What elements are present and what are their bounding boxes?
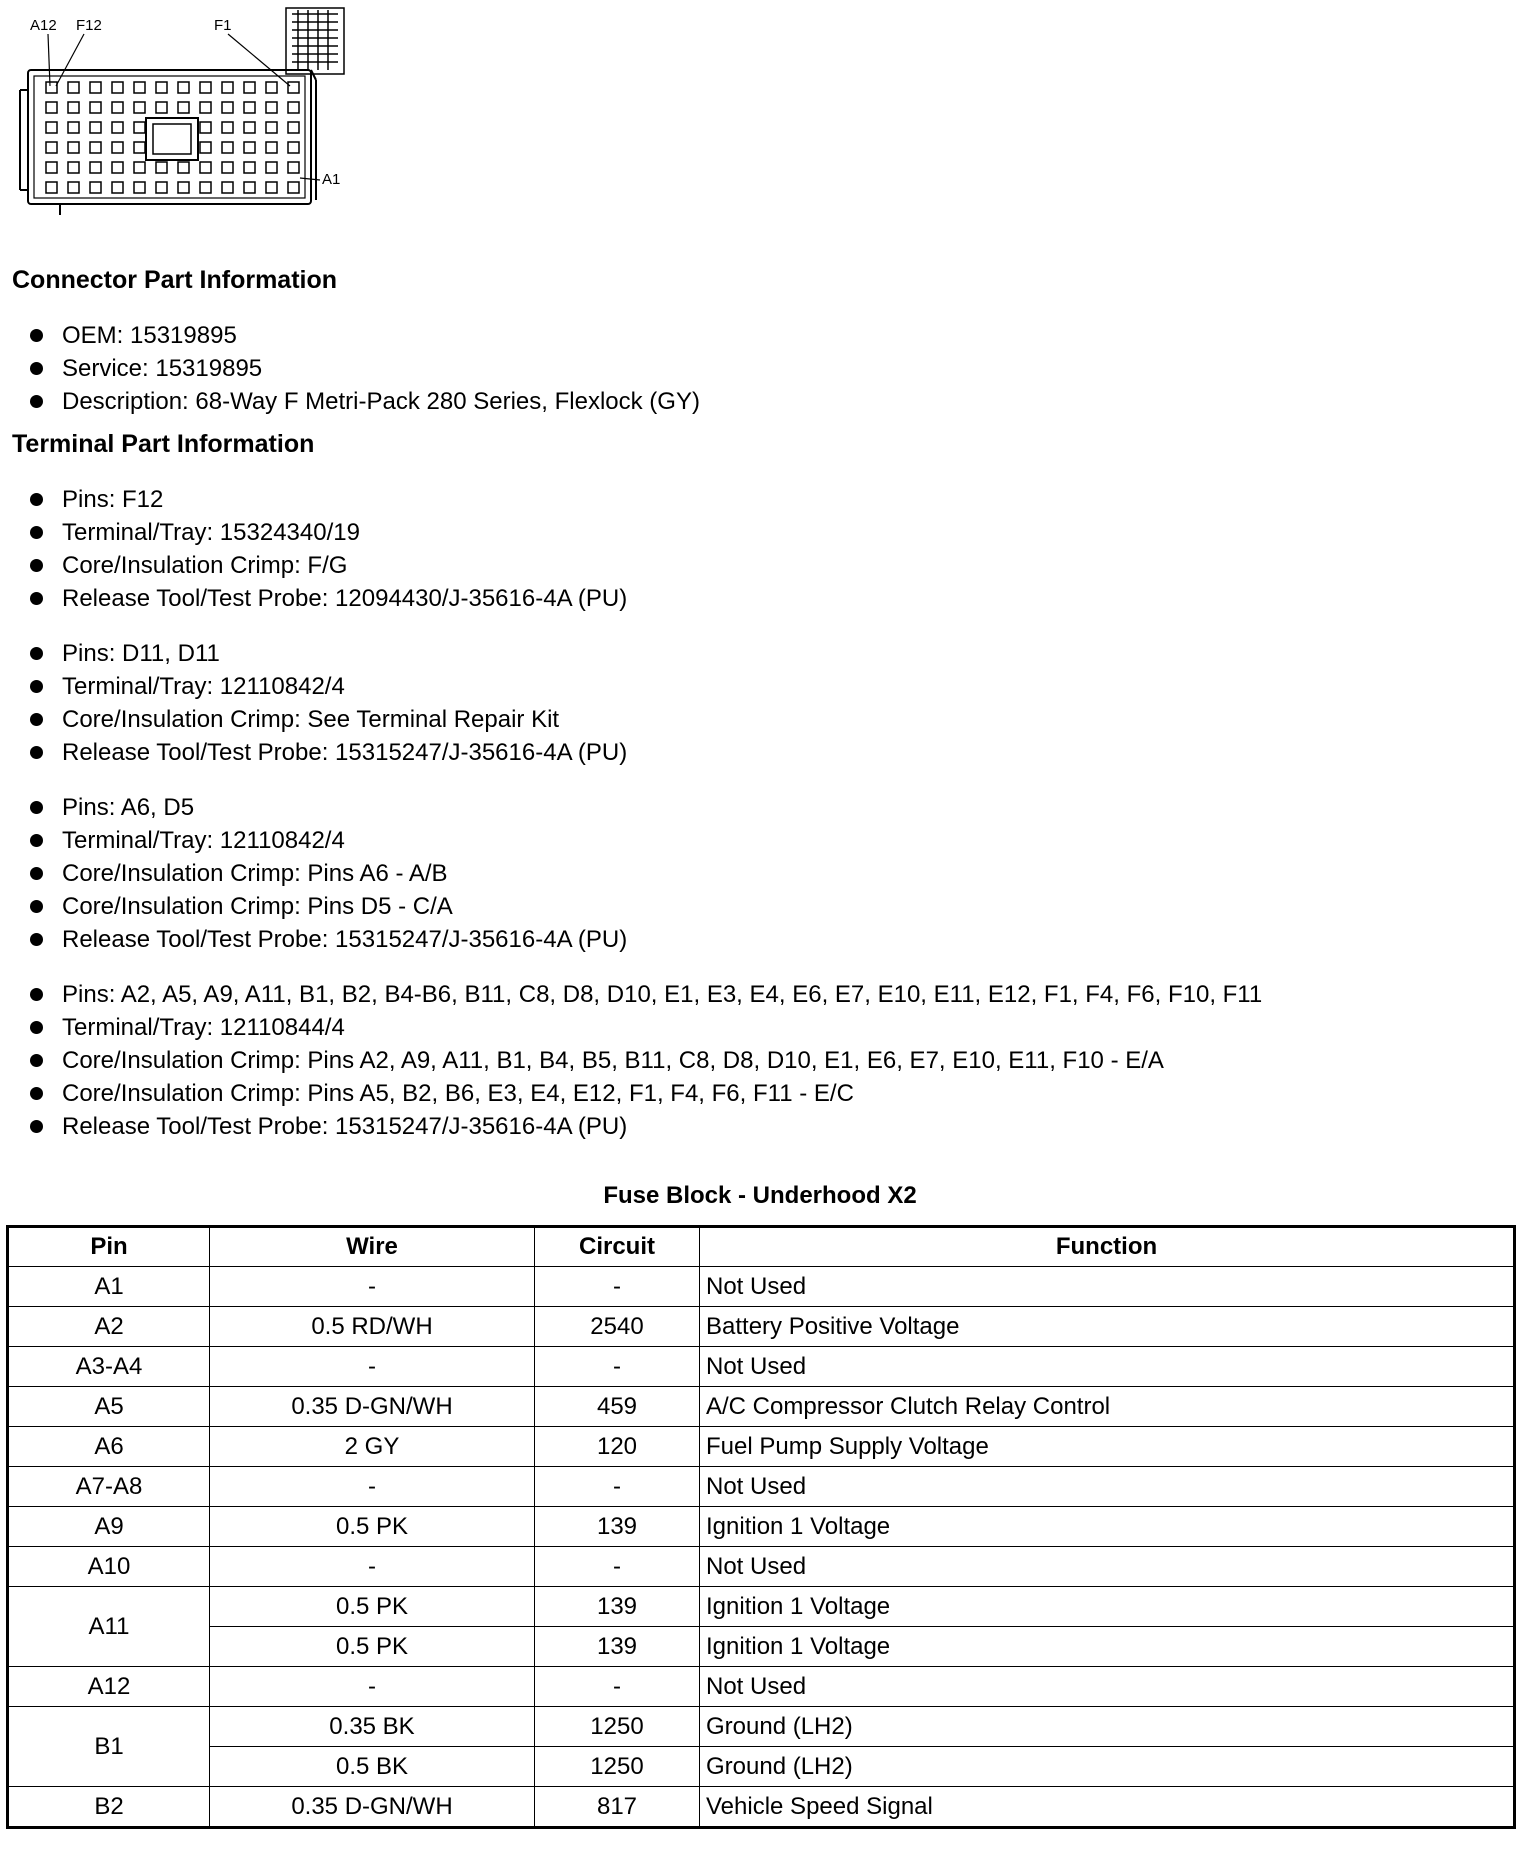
terminal-cavity bbox=[288, 102, 299, 113]
terminal-cavity bbox=[46, 102, 57, 113]
cell-function: Fuel Pump Supply Voltage bbox=[700, 1427, 1515, 1467]
terminal-cavity bbox=[156, 182, 167, 193]
list-item: Terminal/Tray: 15324340/19 bbox=[28, 516, 627, 549]
table-row bbox=[8, 1427, 1515, 1467]
table-row bbox=[8, 1507, 1515, 1547]
cell-function: A/C Compressor Clutch Relay Control bbox=[700, 1387, 1515, 1427]
list-item: Release Tool/Test Probe: 12094430/J-35616-4A (PU) bbox=[28, 582, 627, 615]
terminal-cavity bbox=[178, 162, 189, 173]
cell-circuit: 139 bbox=[535, 1587, 700, 1627]
cell-wire: 0.5 PK bbox=[210, 1587, 535, 1627]
table-row bbox=[8, 1587, 1515, 1627]
terminal-cavity bbox=[288, 142, 299, 153]
pin-table bbox=[6, 1225, 1516, 1829]
cell-wire: 2 GY bbox=[210, 1427, 535, 1467]
terminal-cavity bbox=[288, 82, 299, 93]
list-item: Core/Insulation Crimp: Pins D5 - C/A bbox=[28, 890, 627, 923]
terminal-cavity bbox=[134, 82, 145, 93]
terminal-cavity bbox=[46, 82, 57, 93]
cell-function: Battery Positive Voltage bbox=[700, 1307, 1515, 1347]
label-f1: F1 bbox=[214, 17, 232, 34]
terminal-cavity bbox=[112, 142, 123, 153]
terminal-cavity bbox=[156, 102, 167, 113]
terminal-cavity bbox=[90, 102, 101, 113]
terminal-cavity bbox=[200, 102, 211, 113]
cell-function: Ground (LH2) bbox=[700, 1707, 1515, 1747]
terminal-group-1 bbox=[28, 483, 627, 615]
list-item: Core/Insulation Crimp: Pins A2, A9, A11, B1, B4, B5, B11, C8, D8, D10, E1, E6, E7, E10, E11, F10 - E/A bbox=[28, 1044, 1262, 1077]
terminal-cavity bbox=[134, 182, 145, 193]
cavity-grid bbox=[46, 82, 299, 193]
terminal-cavity bbox=[134, 102, 145, 113]
cell-pin: A7-A8 bbox=[8, 1467, 210, 1507]
terminal-cavity bbox=[200, 182, 211, 193]
terminal-cavity bbox=[178, 102, 189, 113]
table-row bbox=[8, 1627, 1515, 1667]
cell-pin: B2 bbox=[8, 1787, 210, 1828]
list-item: Terminal/Tray: 12110842/4 bbox=[28, 670, 627, 703]
cell-circuit: 139 bbox=[535, 1627, 700, 1667]
terminal-cavity bbox=[90, 142, 101, 153]
terminal-cavity bbox=[178, 182, 189, 193]
header-circuit: Circuit bbox=[535, 1227, 700, 1267]
header-pin: Pin bbox=[8, 1227, 210, 1267]
terminal-cavity bbox=[200, 142, 211, 153]
cell-function: Ground (LH2) bbox=[700, 1747, 1515, 1787]
label-f12: F12 bbox=[76, 17, 102, 34]
terminal-cavity bbox=[266, 142, 277, 153]
cell-wire: 0.5 PK bbox=[210, 1507, 535, 1547]
cell-wire: - bbox=[210, 1467, 535, 1507]
header-wire: Wire bbox=[210, 1227, 535, 1267]
terminal-cavity bbox=[266, 182, 277, 193]
cell-function: Not Used bbox=[700, 1667, 1515, 1707]
cell-function: Not Used bbox=[700, 1467, 1515, 1507]
table-row bbox=[8, 1347, 1515, 1387]
terminal-group-4 bbox=[28, 978, 1262, 1143]
pin-callouts bbox=[48, 34, 320, 180]
terminal-cavity bbox=[112, 162, 123, 173]
terminal-cavity bbox=[156, 162, 167, 173]
cell-wire: 0.35 D-GN/WH bbox=[210, 1787, 535, 1828]
terminal-cavity bbox=[222, 162, 233, 173]
list-item: Description: 68-Way F Metri-Pack 280 Series, Flexlock (GY) bbox=[28, 385, 700, 418]
label-a1: A1 bbox=[322, 171, 341, 188]
terminal-cavity bbox=[288, 122, 299, 133]
table-header-row bbox=[8, 1227, 1515, 1267]
terminal-cavity bbox=[112, 122, 123, 133]
terminal-cavity bbox=[68, 182, 79, 193]
terminal-cavity bbox=[200, 162, 211, 173]
cell-function: Not Used bbox=[700, 1267, 1515, 1307]
terminal-group-2 bbox=[28, 637, 627, 769]
list-item: Pins: A6, D5 bbox=[28, 791, 627, 824]
cell-wire: 0.35 D-GN/WH bbox=[210, 1387, 535, 1427]
terminal-cavity bbox=[288, 182, 299, 193]
cell-function: Ignition 1 Voltage bbox=[700, 1627, 1515, 1667]
terminal-cavity bbox=[112, 102, 123, 113]
terminal-part-heading: Terminal Part Information bbox=[12, 430, 315, 458]
cell-circuit: 120 bbox=[535, 1427, 700, 1467]
table-row bbox=[8, 1267, 1515, 1307]
cell-pin: A2 bbox=[8, 1307, 210, 1347]
terminal-cavity bbox=[244, 182, 255, 193]
terminal-cavity bbox=[68, 142, 79, 153]
cell-circuit: - bbox=[535, 1547, 700, 1587]
list-item: Pins: A2, A5, A9, A11, B1, B2, B4-B6, B11, C8, D8, D10, E1, E3, E4, E6, E7, E10, E11, E12, F1, F4, F6, F10, F11 bbox=[28, 978, 1262, 1011]
terminal-cavity bbox=[244, 102, 255, 113]
cell-circuit: 1250 bbox=[535, 1707, 700, 1747]
cell-function: Ignition 1 Voltage bbox=[700, 1507, 1515, 1547]
terminal-cavity bbox=[46, 162, 57, 173]
terminal-cavity bbox=[266, 122, 277, 133]
connector-face-diagram bbox=[0, 0, 360, 220]
cell-wire: 0.5 BK bbox=[210, 1747, 535, 1787]
terminal-group-3 bbox=[28, 791, 627, 956]
list-item: Pins: F12 bbox=[28, 483, 627, 516]
header-function: Function bbox=[700, 1227, 1515, 1267]
connector-part-list bbox=[28, 319, 700, 418]
terminal-cavity bbox=[134, 122, 145, 133]
cell-circuit: 1250 bbox=[535, 1747, 700, 1787]
cell-function: Not Used bbox=[700, 1547, 1515, 1587]
terminal-cavity bbox=[90, 122, 101, 133]
list-item: Release Tool/Test Probe: 15315247/J-35616-4A (PU) bbox=[28, 1110, 1262, 1143]
terminal-cavity bbox=[244, 82, 255, 93]
list-item: Terminal/Tray: 12110842/4 bbox=[28, 824, 627, 857]
list-item: Release Tool/Test Probe: 15315247/J-35616-4A (PU) bbox=[28, 923, 627, 956]
terminal-cavity bbox=[222, 182, 233, 193]
terminal-cavity bbox=[68, 82, 79, 93]
cell-pin: A11 bbox=[8, 1587, 210, 1667]
cell-wire: - bbox=[210, 1547, 535, 1587]
table-row bbox=[8, 1387, 1515, 1427]
table-row bbox=[8, 1667, 1515, 1707]
list-item: Core/Insulation Crimp: Pins A5, B2, B6, E3, E4, E12, F1, F4, F6, F11 - E/C bbox=[28, 1077, 1262, 1110]
terminal-cavity bbox=[222, 142, 233, 153]
terminal-cavity bbox=[46, 142, 57, 153]
cell-circuit: - bbox=[535, 1347, 700, 1387]
cell-pin: A5 bbox=[8, 1387, 210, 1427]
table-row bbox=[8, 1787, 1515, 1828]
terminal-cavity bbox=[244, 162, 255, 173]
list-item: Core/Insulation Crimp: Pins A6 - A/B bbox=[28, 857, 627, 890]
terminal-cavity bbox=[222, 122, 233, 133]
cell-wire: 0.5 PK bbox=[210, 1627, 535, 1667]
table-row bbox=[8, 1307, 1515, 1347]
terminal-cavity bbox=[222, 102, 233, 113]
terminal-cavity bbox=[46, 122, 57, 133]
cell-circuit: - bbox=[535, 1267, 700, 1307]
cell-wire: - bbox=[210, 1667, 535, 1707]
cell-wire: - bbox=[210, 1347, 535, 1387]
table-row bbox=[8, 1707, 1515, 1747]
list-item: OEM: 15319895 bbox=[28, 319, 700, 352]
cell-wire: 0.35 BK bbox=[210, 1707, 535, 1747]
terminal-cavity bbox=[200, 82, 211, 93]
cell-function: Not Used bbox=[700, 1347, 1515, 1387]
terminal-cavity bbox=[288, 162, 299, 173]
cell-function: Vehicle Speed Signal bbox=[700, 1787, 1515, 1828]
terminal-cavity bbox=[134, 162, 145, 173]
cell-pin: A12 bbox=[8, 1667, 210, 1707]
list-item: Core/Insulation Crimp: See Terminal Repair Kit bbox=[28, 703, 627, 736]
cell-pin: A9 bbox=[8, 1507, 210, 1547]
table-title: Fuse Block - Underhood X2 bbox=[603, 1182, 917, 1209]
terminal-cavity bbox=[68, 122, 79, 133]
terminal-cavity bbox=[46, 182, 57, 193]
terminal-cavity bbox=[90, 162, 101, 173]
cell-pin: B1 bbox=[8, 1707, 210, 1787]
cell-function: Ignition 1 Voltage bbox=[700, 1587, 1515, 1627]
table-row bbox=[8, 1467, 1515, 1507]
terminal-cavity bbox=[266, 162, 277, 173]
terminal-cavity bbox=[222, 82, 233, 93]
list-item: Release Tool/Test Probe: 15315247/J-35616-4A (PU) bbox=[28, 736, 627, 769]
terminal-cavity bbox=[266, 82, 277, 93]
terminal-cavity bbox=[90, 82, 101, 93]
terminal-cavity bbox=[244, 122, 255, 133]
cell-circuit: 817 bbox=[535, 1787, 700, 1828]
terminal-cavity bbox=[90, 182, 101, 193]
cell-circuit: - bbox=[535, 1467, 700, 1507]
cell-wire: - bbox=[210, 1267, 535, 1307]
table-row bbox=[8, 1747, 1515, 1787]
terminal-cavity bbox=[200, 122, 211, 133]
terminal-cavity bbox=[244, 142, 255, 153]
cell-pin: A6 bbox=[8, 1427, 210, 1467]
terminal-cavity bbox=[266, 102, 277, 113]
cell-circuit: 459 bbox=[535, 1387, 700, 1427]
terminal-cavity bbox=[68, 162, 79, 173]
connector-side-view bbox=[286, 8, 344, 74]
cell-pin: A1 bbox=[8, 1267, 210, 1307]
cell-circuit: - bbox=[535, 1667, 700, 1707]
connector-part-heading: Connector Part Information bbox=[12, 266, 338, 294]
cell-circuit: 2540 bbox=[535, 1307, 700, 1347]
terminal-cavity bbox=[112, 182, 123, 193]
list-item: Pins: D11, D11 bbox=[28, 637, 627, 670]
list-item: Terminal/Tray: 12110844/4 bbox=[28, 1011, 1262, 1044]
terminal-cavity bbox=[134, 142, 145, 153]
label-a12: A12 bbox=[30, 17, 57, 34]
terminal-cavity bbox=[68, 102, 79, 113]
list-item: Core/Insulation Crimp: F/G bbox=[28, 549, 627, 582]
terminal-cavity bbox=[156, 82, 167, 93]
cell-wire: 0.5 RD/WH bbox=[210, 1307, 535, 1347]
terminal-cavity bbox=[178, 82, 189, 93]
cell-circuit: 139 bbox=[535, 1507, 700, 1547]
cell-pin: A3-A4 bbox=[8, 1347, 210, 1387]
cell-pin: A10 bbox=[8, 1547, 210, 1587]
terminal-cavity bbox=[112, 82, 123, 93]
table-row bbox=[8, 1547, 1515, 1587]
list-item: Service: 15319895 bbox=[28, 352, 700, 385]
